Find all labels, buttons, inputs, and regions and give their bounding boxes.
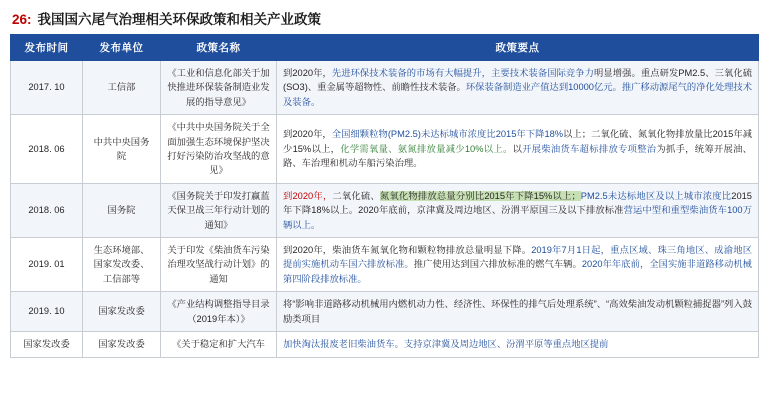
policy-point-segment: 为抓手，统筹开展油、路、车治理和机动车船污染治理。 bbox=[283, 143, 752, 169]
policy-point-segment: 开展柴油货车超标排放专项整治 bbox=[522, 143, 657, 154]
policy-point-segment: 推广使用达到国六排放标准的燃气车辆。 bbox=[413, 259, 582, 270]
cell-org: 国务院 bbox=[83, 183, 161, 237]
cell-policy-points bbox=[277, 332, 759, 357]
cell-org: 国家发改委 bbox=[83, 292, 161, 332]
table-row bbox=[11, 292, 759, 332]
policy-point-segment: 到2020年， bbox=[283, 129, 332, 140]
policy-point-segment: 营运中型和重型柴油货车100万辆以上。 bbox=[283, 205, 752, 230]
cell-date: 2019. 10 bbox=[11, 292, 83, 332]
policy-point-segment: 明显增强。重点研发PM2.5、三氧化硫(SO3)、重金属等超物性、前瞻性技术装备。 bbox=[283, 68, 752, 93]
cell-org: 生态环境部、国家发改委、工信部等 bbox=[83, 238, 161, 292]
table-header-row bbox=[11, 35, 759, 61]
policy-table bbox=[10, 34, 759, 358]
cell-org: 工信部 bbox=[83, 61, 161, 115]
policy-point-segment: 加快淘汰报废老旧柴油货车。支持京津冀及周边地区、汾渭平原等重点地区提前 bbox=[283, 339, 609, 350]
policy-point-segment: 到2020年，柴油货车氮氧化物和颗粒物排放总量明显下降。 bbox=[283, 245, 532, 256]
cell-org: 国家发改委 bbox=[83, 332, 161, 357]
cell-policy-name: 《工业和信息化部关于加快推进环保装备制造业发展的指导意见》 bbox=[161, 61, 277, 115]
cell-policy-name: 关于印发《柴油货车污染治理攻坚战行动计划》的通知 bbox=[161, 238, 277, 292]
cell-date: 2017. 10 bbox=[11, 61, 83, 115]
column-header-points: 政策要点 bbox=[277, 35, 759, 61]
column-header-date: 发布时间 bbox=[11, 35, 83, 61]
cell-policy-name: 《中共中央国务院关于全面加强生态环境保护坚决打好污染防治攻坚战的意见》 bbox=[161, 115, 277, 184]
cell-policy-points bbox=[277, 115, 759, 184]
cell-policy-name: 《产业结构调整指导目录（2019年本）》 bbox=[161, 292, 277, 332]
cell-policy-points bbox=[277, 238, 759, 292]
table-body bbox=[11, 61, 759, 358]
table-row bbox=[11, 183, 759, 237]
policy-point-segment: 先进环保技术装备的市场有大幅提升，主要技术装备国际竞争力 bbox=[331, 68, 595, 78]
policy-point-segment: 以上；二氧化硫、氮氧化物排放量比2015年减少15%以上， bbox=[283, 129, 752, 154]
column-header-name: 政策名称 bbox=[161, 35, 277, 61]
column-header-org: 发布单位 bbox=[83, 35, 161, 61]
policy-point-segment: 2019年7月1日起，重点区域、珠三角地区、成渝地区提前实施机动车国六排放标准。 bbox=[283, 245, 752, 270]
policy-point-segment: 全国细颗粒物(PM2.5)未达标城市浓度比2015年下降18% bbox=[331, 129, 564, 140]
table-row bbox=[11, 61, 759, 115]
cell-policy-points bbox=[277, 61, 759, 115]
cell-date: 2019. 01 bbox=[11, 238, 83, 292]
policy-point-segment: 二氧化硫、 bbox=[332, 190, 380, 201]
policy-point-segment: 2015年下降18%以上。2020年底前，京津冀及周边地区、汾渭平原国三及以下排放标准 bbox=[283, 190, 752, 216]
policy-point-segment: 环保装备制造业产值达到10000亿元。推广移动源尾气的净化处理技术及装备。 bbox=[283, 82, 753, 107]
policy-point-segment: 到2020年， bbox=[283, 190, 333, 201]
cell-org: 中共中央国务院 bbox=[83, 115, 161, 184]
policy-point-segment: 以 bbox=[512, 143, 523, 154]
cell-policy-points bbox=[277, 292, 759, 332]
policy-point-segment: 2020年年底前，全国实施非道路移动机械第四阶段排放标准。 bbox=[283, 259, 752, 284]
cell-date: 2018. 06 bbox=[11, 115, 83, 184]
table-row bbox=[11, 238, 759, 292]
page-bottom-edge bbox=[0, 399, 769, 403]
title-number: 26: bbox=[12, 12, 32, 27]
title-text: 我国国六尾气治理相关环保政策和相关产业政策 bbox=[37, 12, 322, 27]
cell-date: 国家发改委 bbox=[11, 332, 83, 357]
policy-point-segment: PM2.5未达标地区及以上城市浓度比 bbox=[580, 190, 732, 201]
policy-point-segment: 化学需氧量、氨氮排放量减少10%以上。 bbox=[340, 143, 513, 154]
policy-point-segment: 将“影响非道路移动机械用内燃机动力性、经济性、环保性的排气后处理系统”、“高效柴油发动机颗粒捕捉器”列入鼓励类项目 bbox=[283, 299, 752, 324]
table-row bbox=[11, 332, 759, 357]
cell-policy-name: 《关于稳定和扩大汽车 bbox=[161, 332, 277, 357]
policy-point-segment: 氮氧化物排放总量分别比2015年下降15%以上； bbox=[379, 190, 581, 201]
cell-date: 2018. 06 bbox=[11, 183, 83, 237]
policy-point-segment: 到2020年， bbox=[283, 68, 332, 78]
cell-policy-name: 《国务院关于印发打赢蓝天保卫战三年行动计划的通知》 bbox=[161, 183, 277, 237]
cell-policy-points bbox=[277, 183, 759, 237]
table-row bbox=[11, 115, 759, 184]
page-title bbox=[10, 6, 759, 34]
